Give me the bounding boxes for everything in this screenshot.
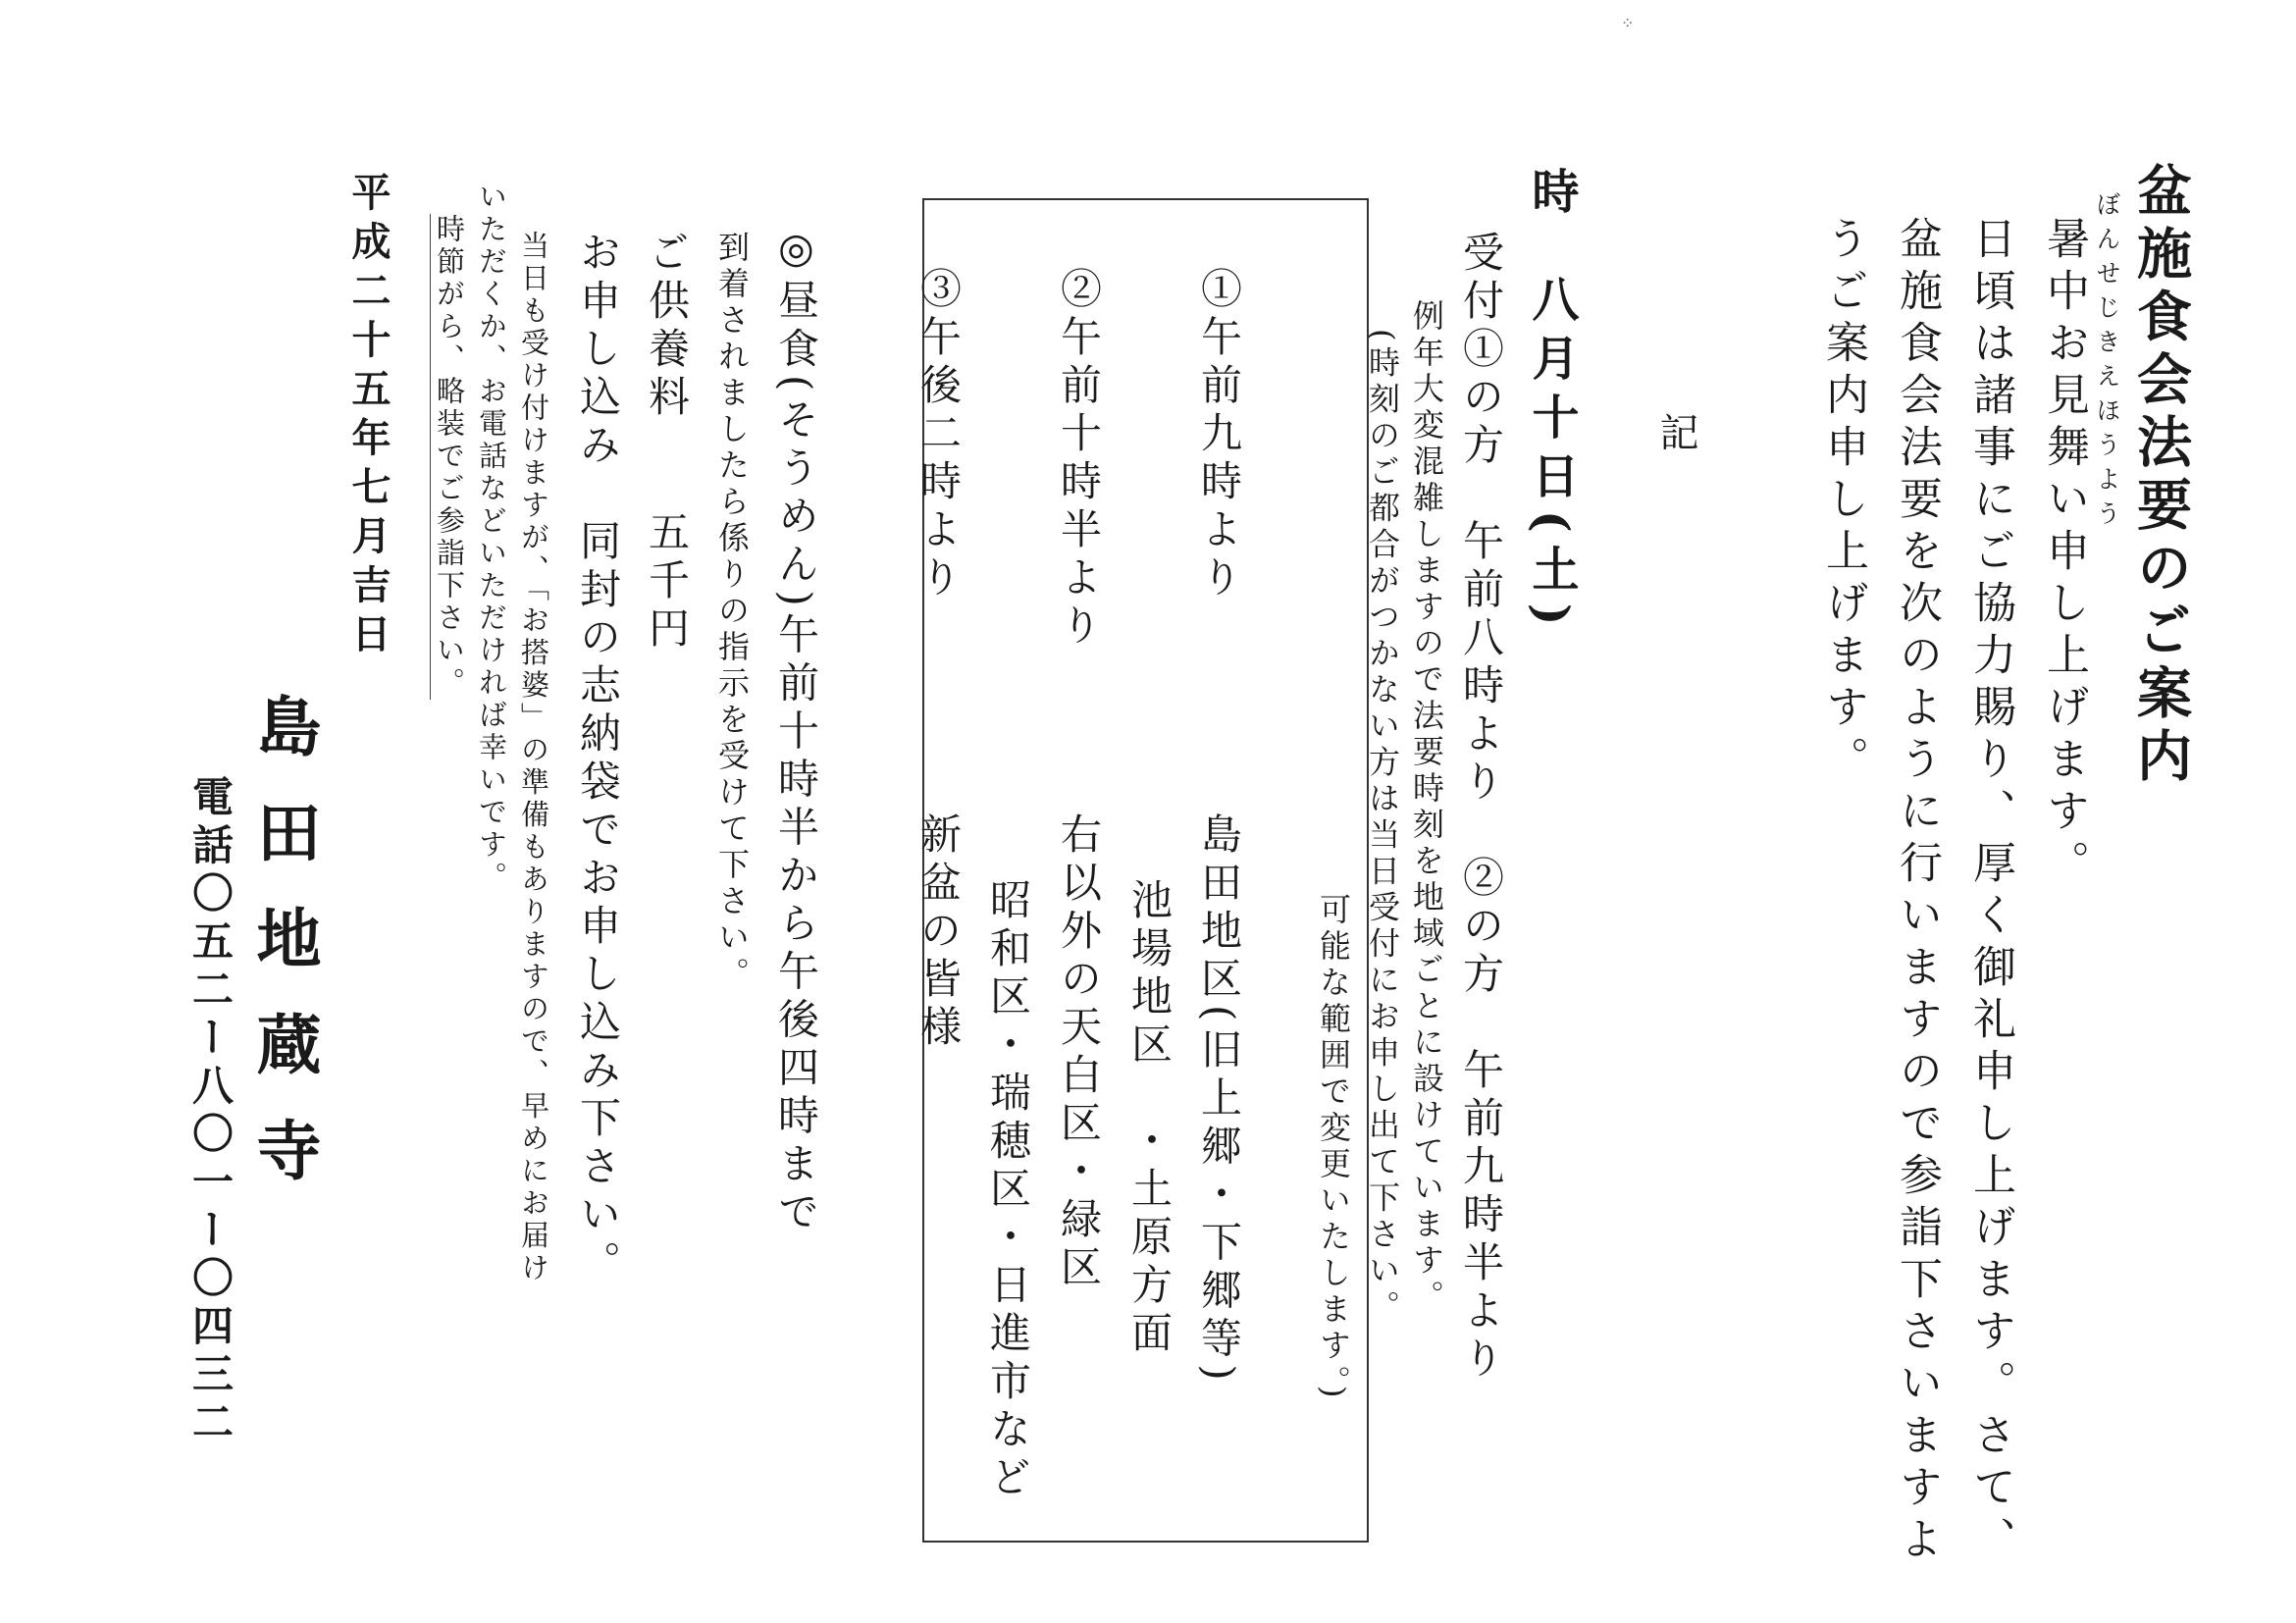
application-note-3: 時節がら、略装でご参詣下さい。 bbox=[430, 214, 463, 700]
session-3-time: ③午後二時より bbox=[914, 267, 963, 603]
lunch-line: ◎昼食(そうめん)午前十時半から午後四時まで bbox=[772, 224, 820, 1238]
session-2-area: 右以外の天白区・緑区 bbox=[1055, 812, 1103, 1293]
reception-times: 受付①の方 午前八時より ②の方 午前九時半より bbox=[1457, 231, 1505, 1385]
intro-line-4: うご案内申し上げます。 bbox=[1818, 216, 1868, 788]
lunch-note: 到着されましたら係りの指示を受けて下さい。 bbox=[713, 231, 751, 993]
application-note-1: 当日も受け付けますが、「お搭婆」の準備もありますので、早めにお届け bbox=[517, 231, 550, 1285]
temple-phone: 電話〇五二ー八〇一ー〇四三二 bbox=[186, 775, 235, 1448]
session-1-area: 島田地区(旧上郷・下郷等) bbox=[1195, 812, 1243, 1387]
crowd-note: 例年大変混雑しますので法要時刻を地域ごとに設けています。 bbox=[1408, 299, 1445, 1316]
time-change-note-2: 可能な範囲で変更いたします。) bbox=[1315, 893, 1352, 1403]
temple-name: 島田地蔵寺 bbox=[245, 693, 322, 1223]
intro-line-3: 盆施食会法要を次のように行いますので参詣下さいますよ bbox=[1892, 216, 1942, 1568]
time-change-note: (時刻のご都合がつかない方は当日受付にお申し出て下さい。 bbox=[1364, 329, 1401, 1327]
session-3-area: 新盆の皆様 bbox=[914, 812, 963, 1053]
speck-mark: ⁘ bbox=[1621, 14, 1635, 32]
intro-line-2: 日頃は諸事にご協力賜り、厚く御礼申し上げます。さて、 bbox=[1965, 216, 2015, 1568]
session-2-area-2: 昭和区・瑞穂区・日進市など bbox=[984, 878, 1032, 1503]
offering-label: ご供養料 bbox=[643, 231, 691, 423]
application-note-2: いただくか、お電話などいただければ幸いです。 bbox=[475, 182, 508, 894]
session-1-area-2: 池場地区 ・土原方面 bbox=[1125, 878, 1174, 1359]
ki-label: 記 bbox=[1653, 412, 1698, 451]
intro-line-1: 暑中お見舞い申し上げます。 bbox=[2039, 216, 2089, 892]
issue-date: 平成二十五年七月吉日 bbox=[345, 172, 391, 662]
time-label: 時 bbox=[1524, 167, 1579, 230]
application-line: お申し込み 同封の志納袋でお申し込み下さい。 bbox=[574, 231, 622, 1288]
page-title: 盆施食会法要のご案内 bbox=[2128, 162, 2193, 790]
session-2-time: ②午前十時半より bbox=[1055, 267, 1103, 652]
offering-amount: 五千円 bbox=[643, 510, 691, 654]
session-1-time: ①午前九時より bbox=[1195, 267, 1243, 603]
title-ruby: ぼんせじきえほうよう bbox=[2093, 191, 2121, 535]
event-date: 八月十日(土) bbox=[1524, 275, 1579, 638]
